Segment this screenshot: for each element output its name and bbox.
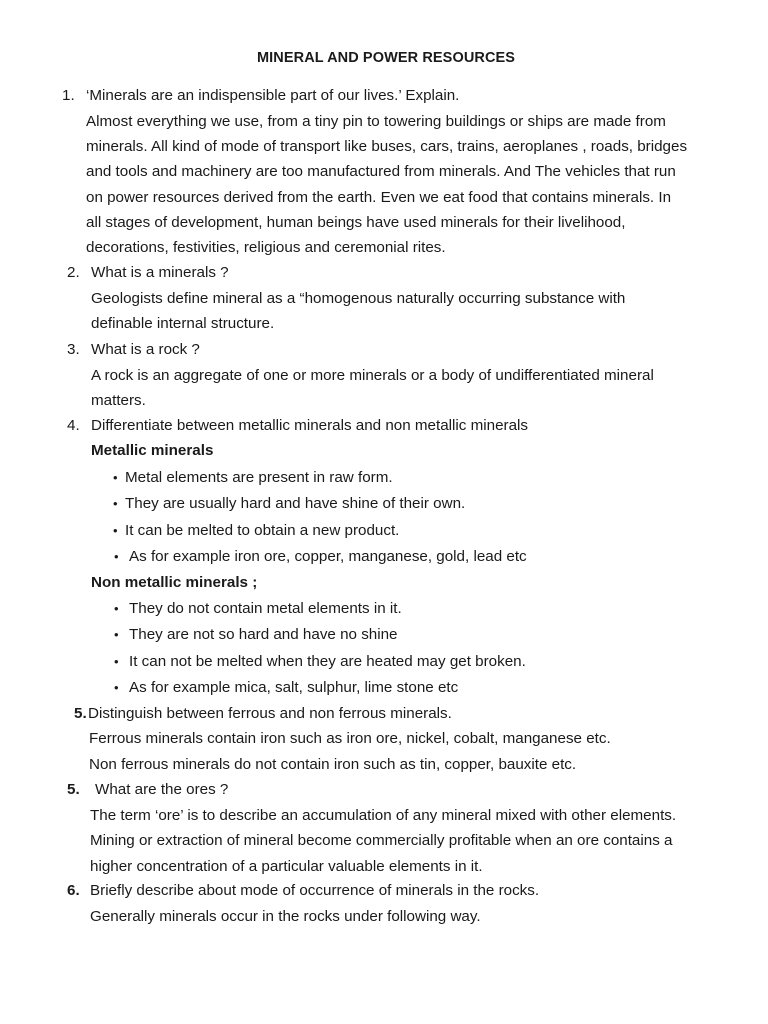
question-number: 5. (74, 705, 87, 722)
question-number: 1. (62, 87, 75, 104)
bullet-icon: • (114, 680, 119, 695)
list-item: Metal elements are present in raw form. (125, 469, 393, 486)
list-item: They do not contain metal elements in it. (129, 600, 402, 617)
bullet-icon: • (114, 627, 119, 642)
question-text: Differentiate between metallic minerals and non metallic minerals (91, 417, 528, 434)
question-number: 4. (67, 417, 80, 434)
list-item: They are usually hard and have shine of their own. (125, 495, 466, 512)
question-number: 6. (67, 882, 80, 899)
list-item: It can not be melted when they are heated may get broken. (129, 653, 526, 670)
list-item: They are not so hard and have no shine (129, 626, 398, 643)
answer-line: A rock is an aggregate of one or more minerals or a body of undifferentiated mineral (91, 367, 654, 384)
answer-line: Geologists define mineral as a “homogenous naturally occurring substance with (91, 290, 626, 307)
answer-line: The term ‘ore’ is to describe an accumulation of any mineral mixed with other elements. (90, 807, 677, 824)
bullet-icon: • (114, 654, 119, 669)
bullet-icon: • (113, 496, 118, 511)
question-text: What are the ores ? (95, 781, 229, 798)
answer-line: Generally minerals occur in the rocks under following way. (90, 908, 481, 925)
metallic-heading: Metallic minerals (91, 442, 214, 459)
answer-line: Almost everything we use, from a tiny pin to towering buildings or ships are made from (86, 113, 666, 130)
bullet-icon: • (113, 523, 118, 538)
list-item: It can be melted to obtain a new product. (125, 522, 400, 539)
non-metallic-heading: Non metallic minerals ; (91, 574, 258, 591)
bullet-icon: • (113, 470, 118, 485)
answer-line: and tools and machinery are too manufactured from minerals. And The vehicles that run (86, 163, 676, 180)
answer-line: higher concentration of a particular valuable elements in it. (90, 858, 483, 875)
list-item: As for example iron ore, copper, manganese, gold, lead etc (129, 548, 527, 565)
question-number: 3. (67, 341, 80, 358)
answer-line: matters. (91, 392, 146, 409)
answer-line: on power resources derived from the earth. Even we eat food that contains minerals. In (86, 189, 672, 206)
answer-line: Ferrous minerals contain iron such as iron ore, nickel, cobalt, manganese etc. (89, 730, 611, 747)
question-number: 2. (67, 264, 80, 281)
question-text: What is a minerals ? (91, 264, 229, 281)
answer-line: definable internal structure. (91, 315, 275, 332)
question-text: ‘Minerals are an indispensible part of our lives.’ Explain. (86, 87, 460, 104)
bullet-icon: • (114, 549, 119, 564)
question-text: What is a rock ? (91, 341, 200, 358)
page-title: MINERAL AND POWER RESOURCES (257, 50, 516, 66)
question-text: Briefly describe about mode of occurrence of minerals in the rocks. (90, 882, 540, 899)
question-text: Distinguish between ferrous and non ferrous minerals. (88, 705, 452, 722)
answer-line: Mining or extraction of mineral become commercially profitable when an ore contains a (90, 832, 673, 849)
answer-line: all stages of development, human beings have used minerals for their livelihood, (86, 214, 626, 231)
answer-line: minerals. All kind of mode of transport like buses, cars, trains, aeroplanes , roads, bridges (86, 138, 688, 155)
list-item: As for example mica, salt, sulphur, lime stone etc (129, 679, 459, 696)
answer-line: decorations, festivities, religious and ceremonial rites. (86, 239, 446, 256)
bullet-icon: • (114, 601, 119, 616)
question-number: 5. (67, 781, 80, 798)
answer-line: Non ferrous minerals do not contain iron such as tin, copper, bauxite etc. (89, 756, 577, 773)
